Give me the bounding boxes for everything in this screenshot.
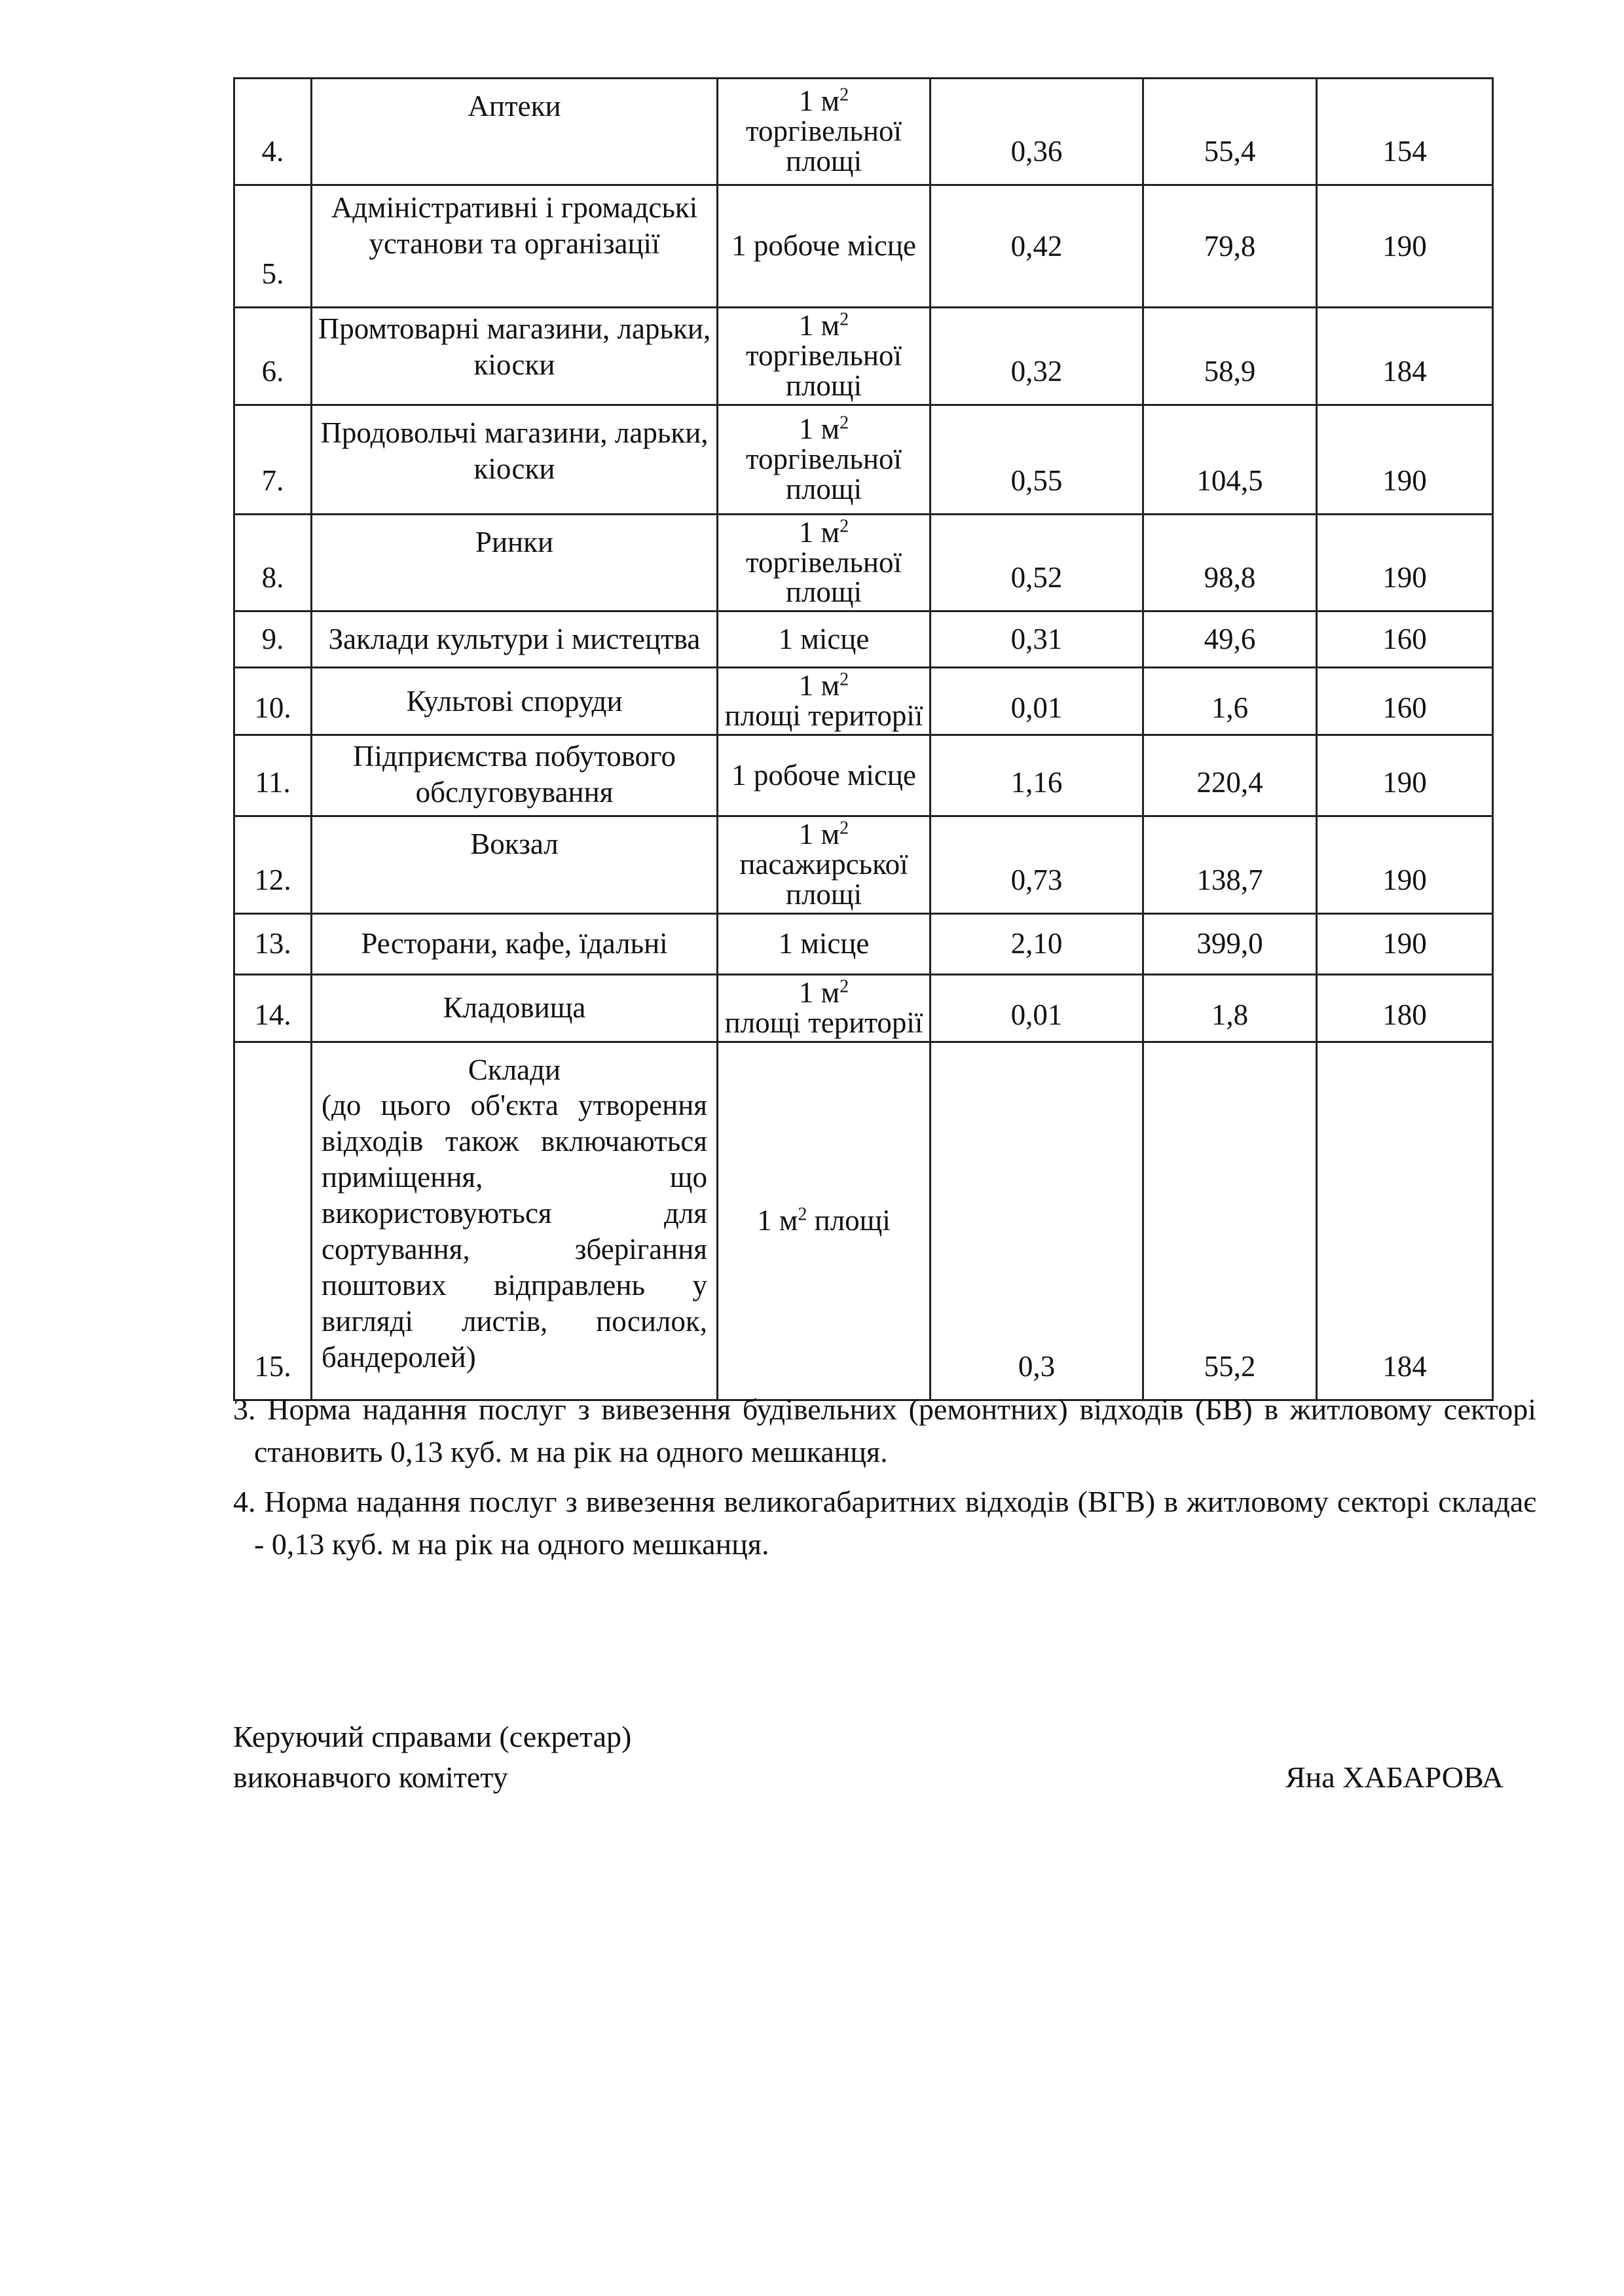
- unit-cell: 1 місце: [718, 611, 931, 668]
- note-paragraph: 3. Норма надання послуг з вивезення будівельних (ремонтних) відходів (БВ) в житловому секторі становить 0,13 куб. м на рік на одного мешканця.: [233, 1393, 1536, 1469]
- days-value: 190: [1317, 185, 1493, 308]
- norm-value: 0,36: [931, 79, 1143, 185]
- table-row: [234, 816, 1493, 914]
- unit-cell: 1 робоче місце: [718, 735, 931, 816]
- unit-cell: 1 $м^2$ торгівельної площі: [718, 79, 931, 185]
- norm-value: 0,01: [931, 974, 1143, 1042]
- signatory-name: Яна ХАБАРОВА: [1285, 1760, 1504, 1794]
- days-value: 180: [1317, 974, 1493, 1042]
- unit-cell: 1 $м^2$ площі території: [718, 668, 931, 735]
- volume-value: 138,7: [1143, 816, 1317, 914]
- row-number: 11.: [234, 735, 312, 816]
- object-name: Підприємства побутового обслуговування: [312, 735, 718, 816]
- norm-value: 0,32: [931, 308, 1143, 405]
- row-number: 14.: [234, 974, 312, 1042]
- norm-value: 0,01: [931, 668, 1143, 735]
- object-name: Продовольчі магазини, ларьки, кіоски: [312, 405, 718, 514]
- table-row: [234, 913, 1493, 974]
- volume-value: 104,5: [1143, 405, 1317, 514]
- table-row: [234, 79, 1493, 185]
- days-value: 184: [1317, 308, 1493, 405]
- days-value: 190: [1317, 913, 1493, 974]
- object-name: Кладовища: [312, 974, 718, 1042]
- row-number: 9.: [234, 611, 312, 668]
- days-value: 190: [1317, 405, 1493, 514]
- days-value: 184: [1317, 1042, 1493, 1400]
- norm-value: 0,42: [931, 185, 1143, 308]
- unit-cell: 1 робоче місце: [718, 185, 931, 308]
- norm-value: 1,16: [931, 735, 1143, 816]
- object-name: Аптеки: [312, 79, 718, 185]
- row-number: 12.: [234, 816, 312, 914]
- table-row: [234, 1042, 1493, 1400]
- object-name: Адміністративні і громадські установи та організації: [312, 185, 718, 308]
- volume-value: 58,9: [1143, 308, 1317, 405]
- row-number: 4.: [234, 79, 312, 185]
- object-name: Промтоварні магазини, ларьки, кіоски: [312, 308, 718, 405]
- row-number: 8.: [234, 514, 312, 611]
- unit-cell: 1 $м^2$ торгівельної площі: [718, 308, 931, 405]
- table-row: [234, 611, 1493, 668]
- days-value: 190: [1317, 514, 1493, 611]
- row-number: 7.: [234, 405, 312, 514]
- row-number: 10.: [234, 668, 312, 735]
- volume-value: 1,8: [1143, 974, 1317, 1042]
- volume-value: 55,2: [1143, 1042, 1317, 1400]
- object-name: Склади (до цього об'єкта утворення відходів також включаються приміщення, що використовуються для сортування, зберігання поштових відправлень у вигляді листів, посилок, бандеролей): [312, 1042, 718, 1400]
- volume-value: 399,0: [1143, 913, 1317, 974]
- days-value: 154: [1317, 79, 1493, 185]
- norm-value: 0,31: [931, 611, 1143, 668]
- days-value: 160: [1317, 611, 1493, 668]
- object-name: Вокзал: [312, 816, 718, 914]
- notes-section: [233, 1388, 1536, 1572]
- days-value: 190: [1317, 816, 1493, 914]
- unit-cell: 1 $м^2$ площі території: [718, 974, 931, 1042]
- object-note: (до цього об'єкта утворення відходів також включаються приміщення, що використовуються для сортування, зберігання поштових відправлень у вигляді листів, посилок, бандеролей): [322, 1089, 707, 1374]
- row-number: 6.: [234, 308, 312, 405]
- object-name: Ресторани, кафе, їдальні: [312, 913, 718, 974]
- volume-value: 55,4: [1143, 79, 1317, 185]
- norm-value: 0,73: [931, 816, 1143, 914]
- days-value: 160: [1317, 668, 1493, 735]
- table-row: [234, 185, 1493, 308]
- unit-cell: 1 $м^2$ пасажирської площі: [718, 816, 931, 914]
- table-row: [234, 405, 1493, 514]
- signature-block: [233, 1717, 1504, 1798]
- object-name: Заклади культури і мистецтва: [312, 611, 718, 668]
- norm-value: 0,52: [931, 514, 1143, 611]
- table-row: [234, 514, 1493, 611]
- note-paragraph: 4. Норма надання послуг з вивезення великогабаритних відходів (ВГВ) в житловому секторі складає - 0,13 куб. м на рік на одного мешканця.: [233, 1484, 1536, 1561]
- row-number: 15.: [234, 1042, 312, 1400]
- object-name: Ринки: [312, 514, 718, 611]
- norm-value: 0,55: [931, 405, 1143, 514]
- object-name: Культові споруди: [312, 668, 718, 735]
- norm-value: 2,10: [931, 913, 1143, 974]
- volume-value: 1,6: [1143, 668, 1317, 735]
- table-row: [234, 308, 1493, 405]
- signatory-position: Керуючий справами (секретар) виконавчого комітету: [233, 1720, 632, 1795]
- norm-value: 0,3: [931, 1042, 1143, 1400]
- volume-value: 98,8: [1143, 514, 1317, 611]
- unit-cell: 1 $м^2$ торгівельної площі: [718, 405, 931, 514]
- table-row: [234, 735, 1493, 816]
- unit-cell: 1 $м^2$ площі: [718, 1042, 931, 1400]
- volume-value: 79,8: [1143, 185, 1317, 308]
- table-row: [234, 668, 1493, 735]
- row-number: 5.: [234, 185, 312, 308]
- table-row: [234, 974, 1493, 1042]
- unit-cell: 1 $м^2$ торгівельної площі: [718, 514, 931, 611]
- row-number: 13.: [234, 913, 312, 974]
- days-value: 190: [1317, 735, 1493, 816]
- waste-norms-table: [233, 77, 1494, 1401]
- volume-value: 220,4: [1143, 735, 1317, 816]
- volume-value: 49,6: [1143, 611, 1317, 668]
- unit-cell: 1 місце: [718, 913, 931, 974]
